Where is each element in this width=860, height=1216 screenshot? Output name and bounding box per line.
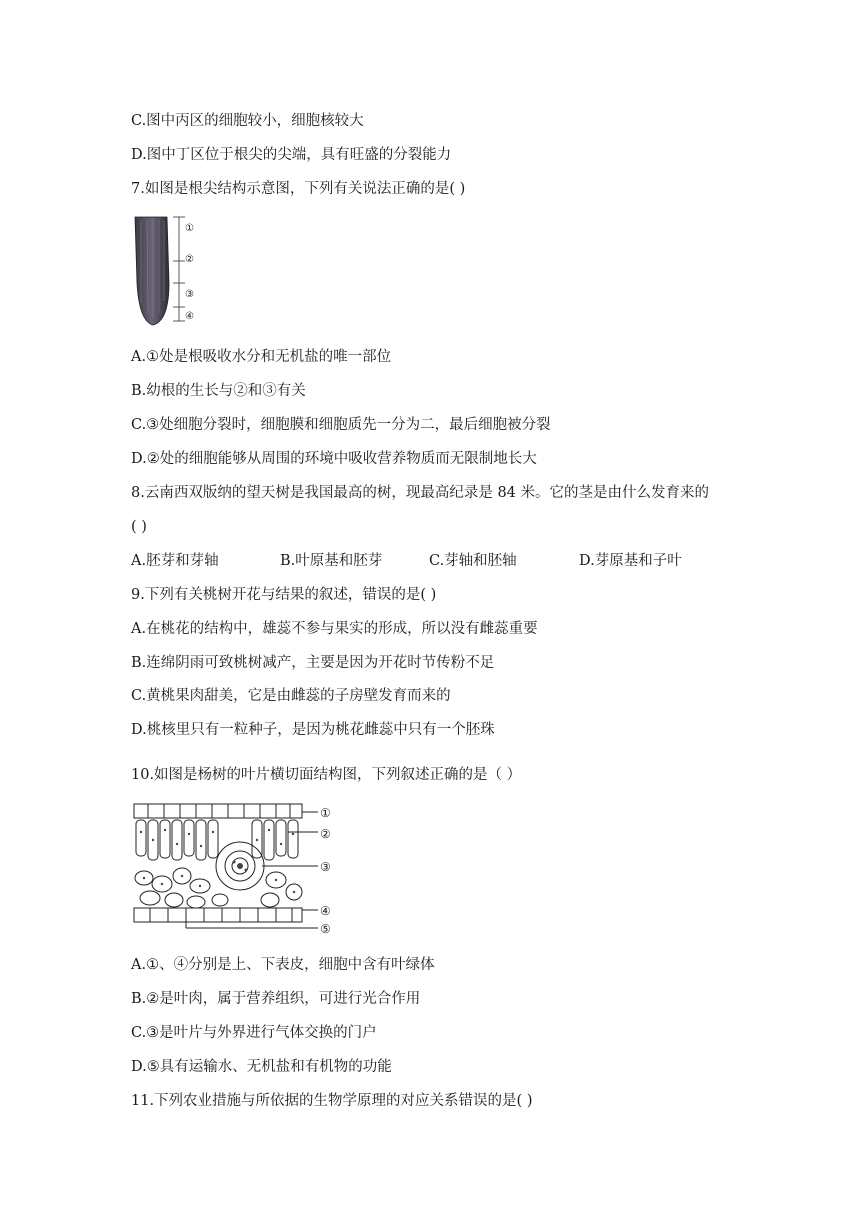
q7-option-a: A.①处是根吸收水分和无机盐的唯一部位 <box>131 349 392 365</box>
root-label-3: ③ <box>185 289 194 300</box>
q11-stem: 11.下列农业措施与所依据的生物学原理的对应关系错误的是( ) <box>131 1093 533 1109</box>
root-tip-figure <box>129 213 209 331</box>
q10-option-a: A.①、④分别是上、下表皮，细胞中含有叶绿体 <box>131 957 435 973</box>
root-label-1: ① <box>185 223 194 234</box>
leaf-cross-section-figure <box>130 800 330 936</box>
q9-stem: 9.下列有关桃树开花与结果的叙述，错误的是( ) <box>131 587 437 603</box>
leaf-label-5: ⑤ <box>320 922 331 936</box>
leaf-label-1: ① <box>320 806 331 820</box>
q7-stem: 7.如图是根尖结构示意图，下列有关说法正确的是( ) <box>131 181 466 197</box>
q7-option-d: D.②处的细胞能够从周围的环境中吸收营养物质而无限制地长大 <box>131 451 537 467</box>
q8-paren: ( ) <box>131 519 147 535</box>
root-label-2: ② <box>185 254 194 265</box>
q10-option-d: D.⑤具有运输水、无机盐和有机物的功能 <box>131 1059 392 1075</box>
q10-option-b: B.②是叶肉，属于营养组织，可进行光合作用 <box>131 991 421 1007</box>
q6-option-c: C.图中丙区的细胞较小，细胞核较大 <box>131 113 364 129</box>
q10-option-c: C.③是叶片与外界进行气体交换的门户 <box>131 1025 377 1041</box>
leaf-label-2: ② <box>320 827 331 841</box>
q8-option-a: A.胚芽和芽轴 <box>131 553 219 569</box>
q8-option-c: C.芽轴和胚轴 <box>429 553 517 569</box>
root-label-4: ④ <box>185 311 194 322</box>
q7-option-b: B.幼根的生长与②和③有关 <box>131 383 306 399</box>
q8-stem: 8.云南西双版纳的望天树是我国最高的树，现最高纪录是 84 米。它的茎是由什么发育来的 <box>131 485 709 501</box>
q7-option-c: C.③处细胞分裂时，细胞膜和细胞质先一分为二，最后细胞被分裂 <box>131 417 551 433</box>
q9-option-a: A.在桃花的结构中，雄蕊不参与果实的形成，所以没有雌蕊重要 <box>131 621 538 637</box>
q9-option-d: D.桃核里只有一粒种子，是因为桃花雌蕊中只有一个胚珠 <box>131 722 495 738</box>
q8-options <box>131 551 691 571</box>
leaf-label-4: ④ <box>320 904 331 918</box>
leaf-label-3: ③ <box>320 860 331 874</box>
q8-option-d: D.芽原基和子叶 <box>579 553 682 569</box>
q6-option-d: D.图中丁区位于根尖的尖端，具有旺盛的分裂能力 <box>131 147 452 163</box>
q8-option-b: B.叶原基和胚芽 <box>280 553 383 569</box>
q9-option-c: C.黄桃果肉甜美，它是由雌蕊的子房壁发育而来的 <box>131 688 451 704</box>
q9-option-b: B.连绵阴雨可致桃树减产，主要是因为开花时节传粉不足 <box>131 655 495 671</box>
q10-stem: 10.如图是杨树的叶片横切面结构图，下列叙述正确的是（ ） <box>131 767 522 783</box>
